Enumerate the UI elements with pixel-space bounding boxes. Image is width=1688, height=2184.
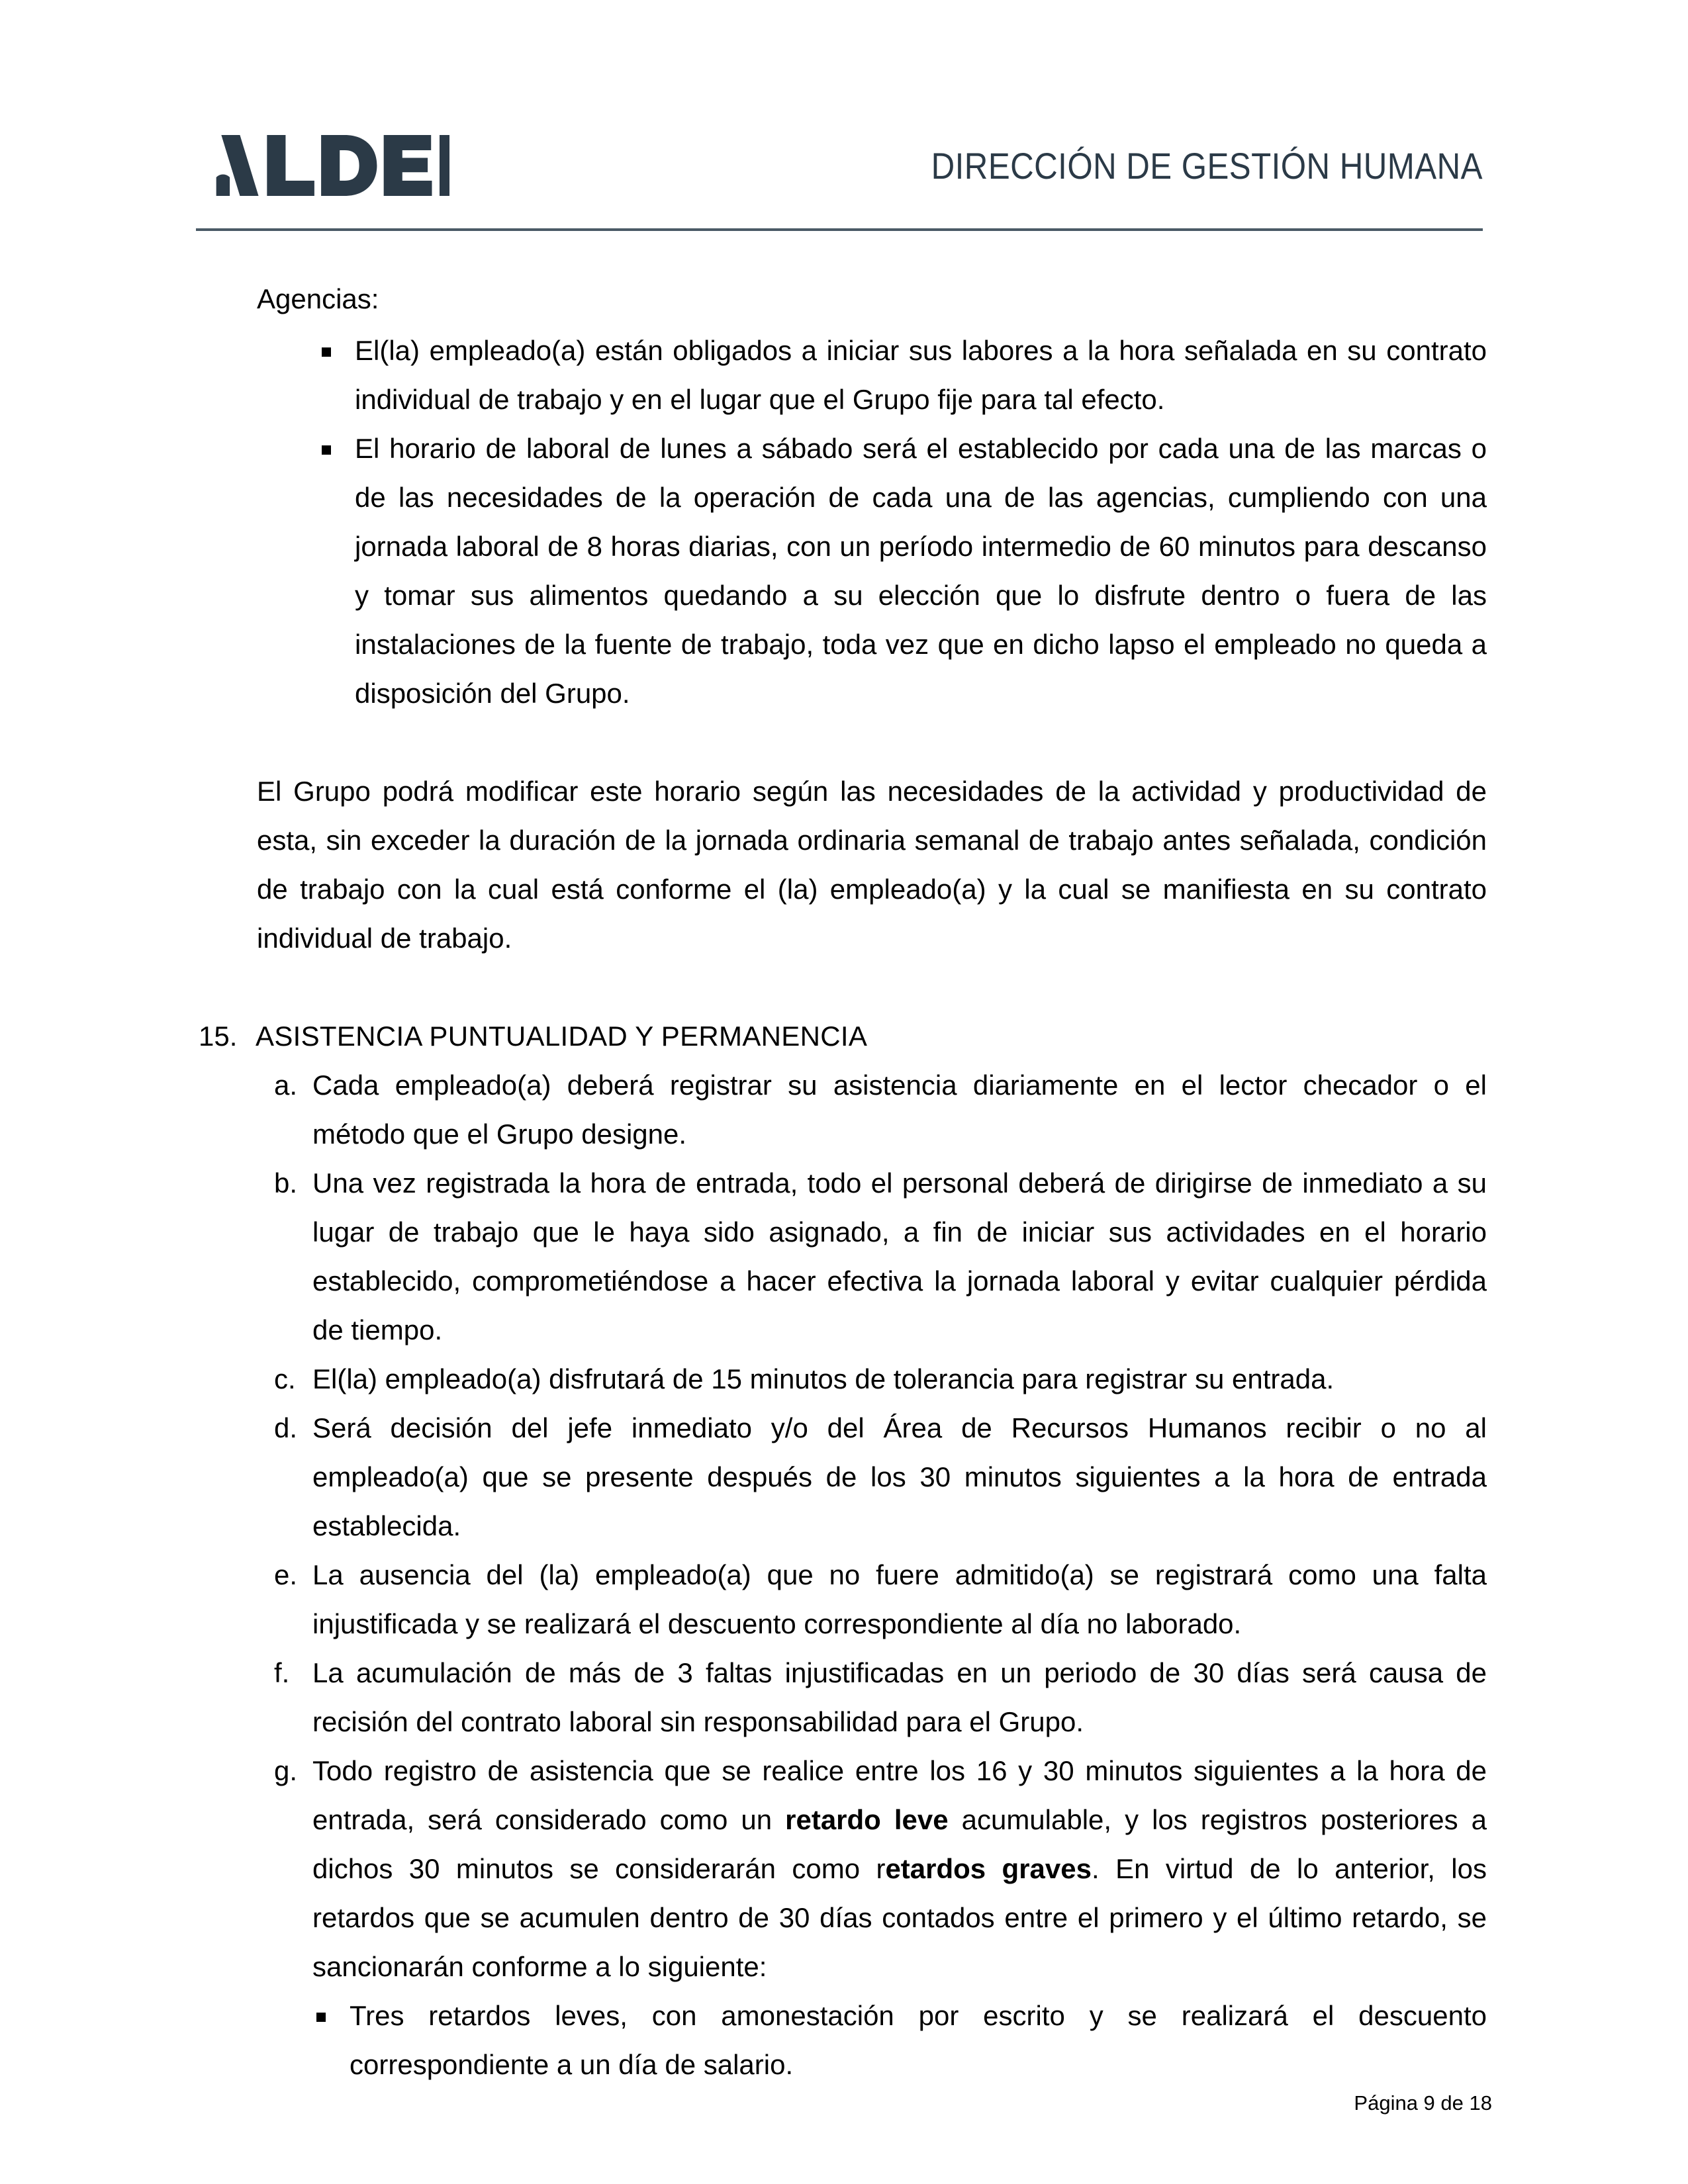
spacer (196, 718, 1487, 767)
item-g-part3: . En virtud de lo anterior, los retardos que se acumulen dentro de 30 días contados entre el primero y el último retardo, se sancionarán conforme a lo siguiente: (312, 1853, 1487, 1982)
section-number: 15. (199, 1021, 238, 1052)
alden-logo (196, 132, 449, 199)
agencias-bullet-list (196, 326, 1487, 718)
list-item (274, 1551, 1487, 1649)
item-g-part1: Todo registro de asistencia que se realice entre los 16 y 30 minutos siguientes a la hora de entrada, será considerado como un (312, 1755, 1487, 1835)
list-marker: d. (274, 1412, 298, 1443)
asistencia-item-list (196, 1061, 1487, 1991)
page-footer: Página 9 de 18 (1354, 2091, 1492, 2115)
list-item-text (312, 1747, 1487, 1991)
list-item (274, 1061, 1487, 1159)
section-title: ASISTENCIA PUNTUALIDAD Y PERMANENCIA (256, 1021, 868, 1052)
list-item-g (274, 1747, 1487, 1991)
list-item: El horario de laboral de lunes a sábado será el establecido por cada una de las marcas o de las necesidades de la operación de cada una de las agencias, cumpliendo con una jornada laboral de 8 horas diarias, con un período intermedio de 60 minutos para descanso y tomar sus alimentos quedando a su elección que lo disfrute dentro o fuera de las instalaciones de la fuente de trabajo, toda vez que en dicho lapso el empleado no queda a disposición del Grupo. (318, 424, 1487, 718)
item-g-bold-retardos-graves: etardos graves (885, 1853, 1092, 1884)
list-marker: f. (274, 1657, 290, 1688)
list-item-text: Cada empleado(a) deberá registrar su asistencia diariamente en el lector checador o el método que el Grupo designe. (312, 1069, 1487, 1150)
list-item: Tres retardos leves, con amonestación por escrito y se realizará el descuento correspondiente a un día de salario. (312, 1991, 1487, 2089)
header-divider (196, 228, 1483, 231)
list-marker: a. (274, 1069, 298, 1101)
list-marker: b. (274, 1167, 298, 1199)
document-body (196, 275, 1487, 2089)
sanciones-sub-list (196, 1991, 1487, 2089)
item-g-bold-retardo-leve: retardo leve (785, 1804, 949, 1835)
list-item (274, 1404, 1487, 1551)
section-heading (196, 1012, 1487, 1061)
item-g-part2: acumulable, y los registros posteriores a dichos 30 minutos se considerarán como r (312, 1804, 1487, 1884)
list-marker: g. (274, 1755, 298, 1786)
horario-paragraph: El Grupo podrá modificar este horario según las necesidades de la actividad y productividad de esta, sin exceder la duración de la jornada ordinaria semanal de trabajo antes señalada, condición de trabajo con la cual está conforme el (la) empleado(a) y la cual se manifiesta en su contrato individual de trabajo. (257, 776, 1487, 954)
list-item: El(la) empleado(a) están obligados a iniciar sus labores a la hora señalada en su contrato individual de trabajo y en el lugar que el Grupo fije para tal efecto. (318, 326, 1487, 424)
list-item (274, 1159, 1487, 1355)
list-item-text: Será decisión del jefe inmediato y/o del Área de Recursos Humanos recibir o no al empleado(a) que se presente después de los 30 minutos siguientes a la hora de entrada establecida. (312, 1412, 1487, 1541)
list-item-text: La ausencia del (la) empleado(a) que no fuere admitido(a) se registrará como una falta injustificada y se realizará el descuento correspondiente al día no laborado. (312, 1559, 1487, 1639)
list-item-text: La acumulación de más de 3 faltas injustificadas en un periodo de 30 días será causa de recisión del contrato laboral sin responsabilidad para el Grupo. (312, 1657, 1487, 1737)
list-marker: c. (274, 1363, 296, 1394)
spacer (196, 963, 1487, 1012)
list-item (274, 1649, 1487, 1747)
list-marker: e. (274, 1559, 298, 1590)
list-item-text: El(la) empleado(a) disfrutará de 15 minutos de tolerancia para registrar su entrada. (312, 1363, 1335, 1394)
list-item-text: Una vez registrada la hora de entrada, todo el personal deberá de dirigirse de inmediato a su lugar de trabajo que le haya sido asignado, a fin de iniciar sus actividades en el horario establecido, comprometiéndose a hacer efectiva la jornada laboral y evitar cualquier pérdida de tiempo. (312, 1167, 1487, 1345)
page-header (196, 99, 1483, 232)
agencias-label: Agencias: (257, 283, 379, 314)
header-title: DIRECCIÓN DE GESTIÓN HUMANA (931, 144, 1483, 187)
list-item (274, 1355, 1487, 1404)
alden-logo-icon (196, 135, 449, 196)
